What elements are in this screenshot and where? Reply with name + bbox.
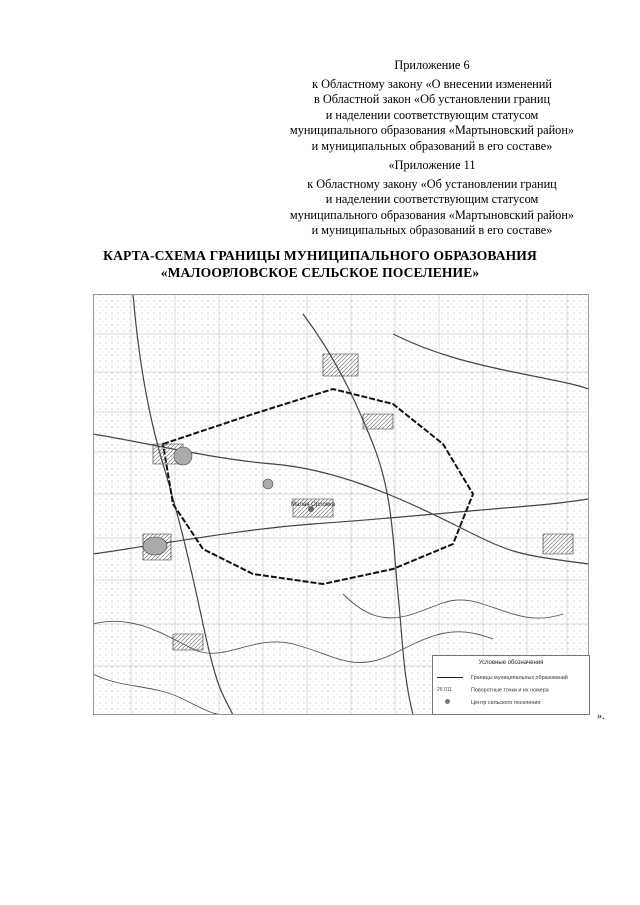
map-title-line1: КАРТА-СХЕМА ГРАНИЦЫ МУНИЦИПАЛЬНОГО ОБРАЗОВАНИЯ: [103, 248, 537, 263]
center-dot-icon: [445, 699, 450, 704]
appendix-6-line: в Областной закон «Об установлении границ: [313, 92, 551, 106]
appendix-6-line: к Областному закону «О внесении изменений: [312, 76, 552, 91]
legend-item-center: [437, 699, 540, 706]
closing-quote: ».: [597, 711, 605, 722]
map-drawing: [93, 294, 589, 715]
appendix-6-title: Приложение 6: [394, 58, 470, 72]
legend-title: Условные обозначения: [478, 660, 544, 666]
legend-item-label: Поворотные точки и их номера: [471, 687, 549, 694]
appendix-11-line: и муниципальных образований в его составе»: [311, 223, 553, 237]
appendix-6-line: и муниципальных образований в его составе»: [311, 138, 553, 153]
settlement: [363, 414, 393, 429]
appendix-11-title: «Приложение 11: [388, 158, 476, 172]
map-legend: [432, 655, 590, 715]
boundary-line-icon: [437, 677, 463, 678]
settlement: [543, 534, 573, 554]
appendix-6-line: муниципального образования «Мартыновский район»: [289, 123, 575, 137]
appendix-6-line: и наделении соответствующим статусом: [325, 107, 539, 122]
appendix-11-line: к Областному закону «Об установлении границ: [307, 176, 557, 191]
appendix-11-line: и наделении соответствующим статусом: [325, 192, 539, 206]
appendix-11-block: [272, 158, 592, 239]
pond: [143, 537, 167, 555]
legend-item-boundary: [437, 675, 568, 681]
settlement-center-label: Малая Орловка: [291, 502, 336, 508]
turning-point-code: 26 011: [437, 687, 452, 693]
settlement: [323, 354, 358, 376]
map-scheme: [93, 294, 589, 715]
legend-item-label: Центр сельского поселения: [471, 699, 541, 706]
appendix-6-block: [272, 58, 592, 154]
legend-item-label: Границы муниципальных образований: [471, 675, 568, 681]
appendix-11-line: муниципального образования «Мартыновский район»: [289, 207, 575, 222]
pond: [174, 447, 192, 465]
map-title: [0, 247, 640, 281]
map-title-line2: «МАЛООРЛОВСКОЕ СЕЛЬСКОЕ ПОСЕЛЕНИЕ»: [160, 265, 480, 280]
legend-item-turning-points: [437, 687, 549, 693]
settlement: [173, 634, 203, 650]
pond: [263, 479, 273, 489]
